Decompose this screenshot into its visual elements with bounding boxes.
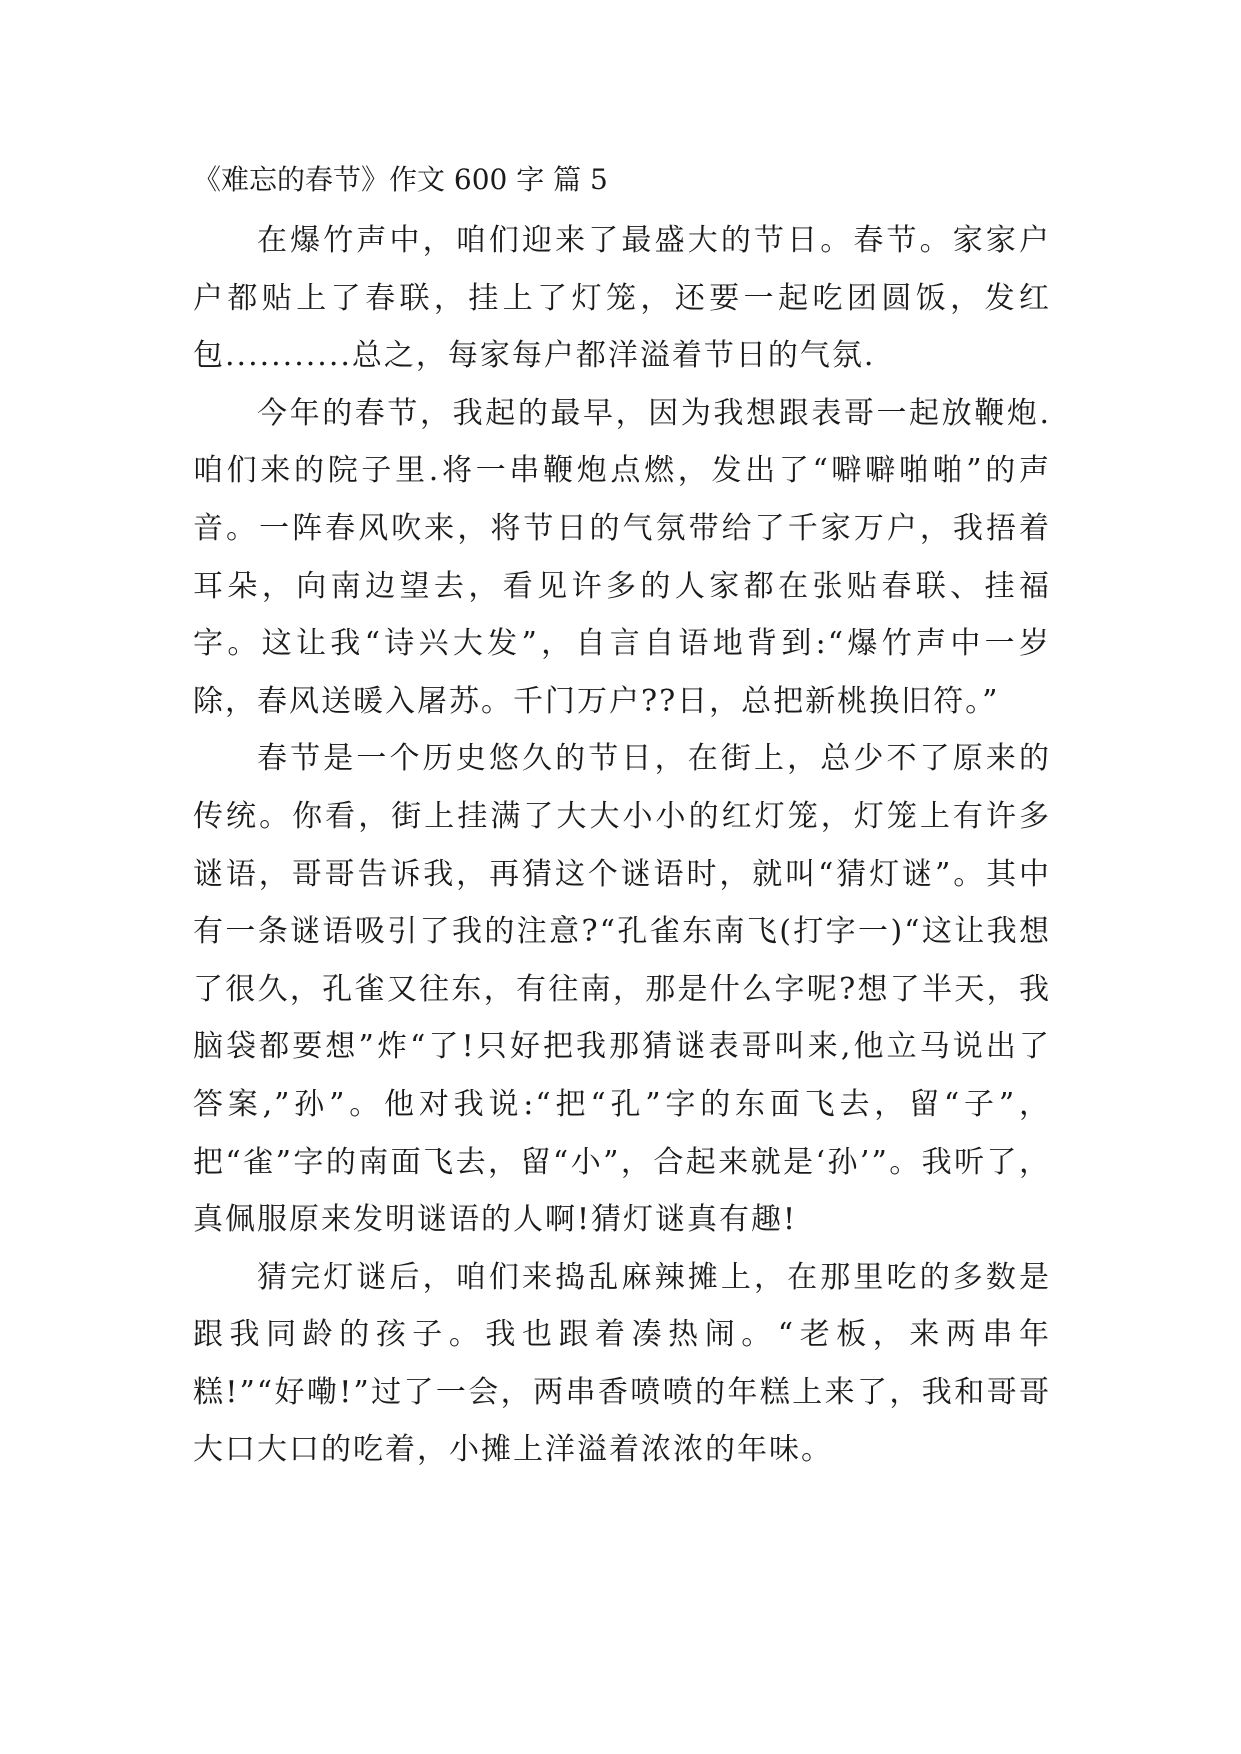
paragraph-1: 在爆竹声中，咱们迎来了最盛大的节日。春节。家家户户都贴上了春联，挂上了灯笼，还要一起吃团圆饭，发红包...........总之，每家每户都洋溢着节日的气氛. [193,223,1051,374]
document-body [193,212,1051,1479]
paragraph-4: 猜完灯谜后，咱们来捣乱麻辣摊上，在那里吃的多数是跟我同龄的孩子。我也跟着凑热闹。“老板，来两串年糕!”“好嘞!”过了一会，两串香喷喷的年糕上来了，我和哥哥大口大口的吃着，小摊上洋溢着浓浓的年味。 [193,1259,1051,1468]
paragraph-3: 春节是一个历史悠久的节日，在街上，总少不了原来的传统。你看，街上挂满了大大小小的红灯笼，灯笼上有许多谜语，哥哥告诉我，再猜这个谜语时，就叫“猜灯谜”。其中有一条谜语吸引了我的注意?“孔雀东南飞(打字一)“这让我想了很久，孔雀又往东，有往南，那是什么字呢?想了半天，我脑袋都要想”炸“了!只好把我那猜谜表哥叫来,他立马说出了答案,”孙”。他对我说:“把“孔”字的东面飞去，留“子”，把“雀”字的南面飞去，留“小”，合起来就是‘孙’”。我听了，真佩服原来发明谜语的人啊!猜灯谜真有趣! [193,741,1051,1238]
document-title: 《难忘的春节》作文 600 字 篇 5 [193,163,608,196]
paragraph-2: 今年的春节，我起的最早，因为我想跟表哥一起放鞭炮.咱们来的院子里.将一串鞭炮点燃，发出了“噼噼啪啪”的声音。一阵春风吹来，将节日的气氛带给了千家万户，我捂着耳朵，向南边望去，看见许多的人家都在张贴春联、挂福字。这让我“诗兴大发”，自言自语地背到:“爆竹声中一岁除，春风送暖入屠苏。千门万户??日，总把新桃换旧符。” [193,395,1051,719]
